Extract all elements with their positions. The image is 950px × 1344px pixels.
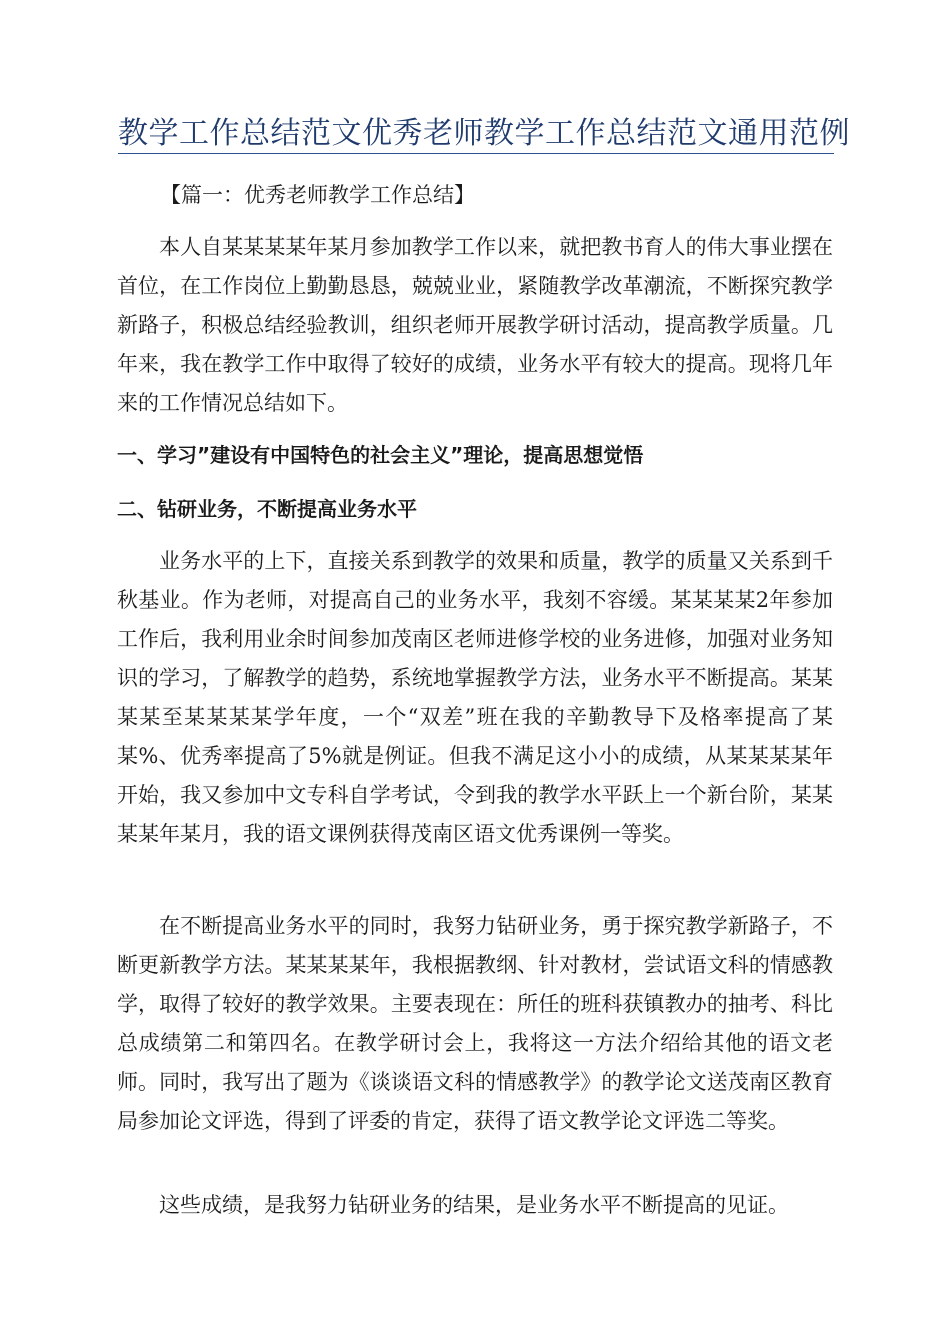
paragraph-intro: 本人自某某某某年某月参加教学工作以来，就把教书育人的伟大事业摆在首位，在工作岗位上勤勤恳恳，兢兢业业，紧随教学改革潮流，不断探究教学新路子，积极总结经验教训，组织老师开展教学研讨活动，提高教学质量。几年来，我在教学工作中取得了较好的成绩，业务水平有较大的提高。现将几年来的工作情况总结如下。 (117, 235, 833, 415)
paragraph-teaching-methods: 在不断提高业务水平的同时，我努力钻研业务，勇于探究教学新路子，不断更新教学方法。某某某某年，我根据教纲、针对教材，尝试语文科的情感教学，取得了较好的教学效果。主要表现在：所任的班科获镇教办的抽考、科比总成绩第二和第四名。在教学研讨会上，我将这一方法介绍给其他的语文老师。同时，我写出了题为《谈谈语文科的情感教学》的教学论文送茂南区教育局参加论文评选，得到了评委的肯定，获得了语文教学论文评选二等奖。 (117, 914, 833, 1133)
section-label: 【篇一：优秀老师教学工作总结】 (160, 183, 475, 207)
title-underline (118, 153, 834, 154)
heading-two: 二、钻研业务，不断提高业务水平 (117, 497, 417, 521)
document-title: 教学工作总结范文优秀老师教学工作总结范文通用范例 (118, 116, 850, 151)
paragraph-conclusion: 这些成绩，是我努力钻研业务的结果，是业务水平不断提高的见证。 (159, 1193, 789, 1217)
paragraph-business-level: 业务水平的上下，直接关系到教学的效果和质量，教学的质量又关系到千秋基业。作为老师，对提高自己的业务水平，我刻不容缓。某某某某2年参加工作后，我利用业余时间参加茂南区老师进修学校的业务进修，加强对业务知识的学习，了解教学的趋势，系统地掌握教学方法，业务水平不断提高。某某某某至某某某某学年度，一个“双差”班在我的辛勤教导下及格率提高了某某%、优秀率提高了5%就是例证。但我不满足这小小的成绩，从某某某某年开始，我又参加中文专科自学考试，令到我的教学水平跃上一个新台阶，某某某某年某月，我的语文课例获得茂南区语文优秀课例一等奖。 (117, 549, 833, 846)
heading-one: 一、学习”建设有中国特色的社会主义”理论，提高思想觉悟 (117, 443, 644, 467)
